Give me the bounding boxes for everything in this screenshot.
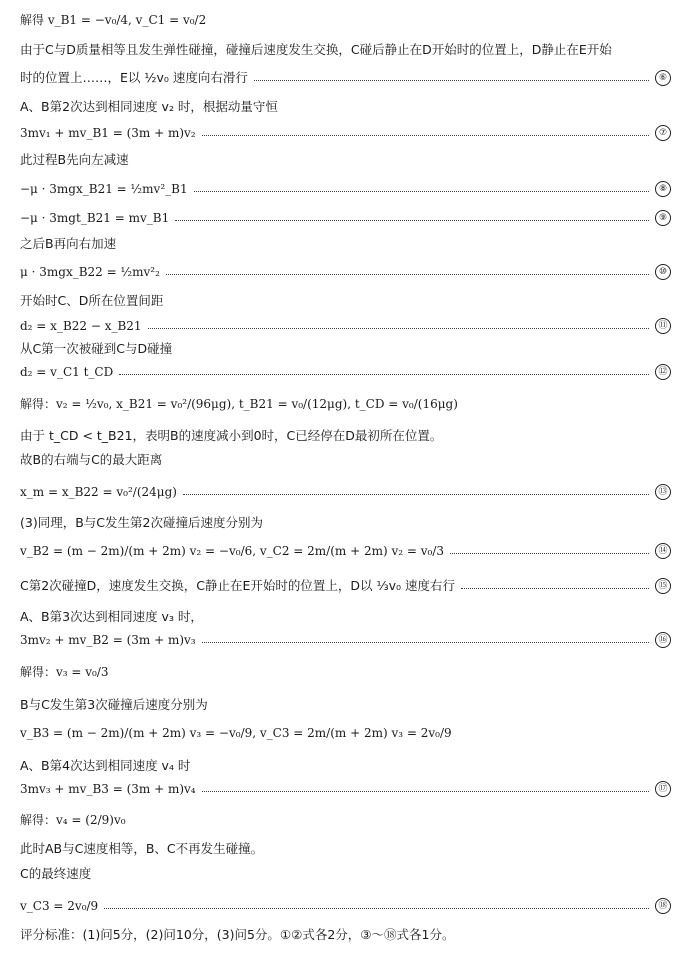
- equation-number: ⑭: [655, 543, 671, 559]
- solution-line: [20, 515, 671, 531]
- line-text: v_B2 = (m − 2m)/(m + 2m) v₂ = −v₀/6, v_C2 = 2m/(m + 2m) v₂ = v₀/3: [20, 544, 445, 558]
- line-text: d₂ = v_C1 t_CD: [20, 365, 114, 379]
- equation-number: ⑬: [655, 484, 671, 500]
- line-text: C第2次碰撞D，速度发生交换，C静止在E开始时的位置上，D以 ⅓v₀ 速度右行: [20, 578, 456, 593]
- equation-number: ⑯: [655, 632, 671, 648]
- dot-leader: [175, 220, 649, 221]
- solution-line: [20, 42, 671, 58]
- equation-number: ⑨: [655, 210, 671, 226]
- line-text: 时的位置上……，E以 ½v₀ 速度向右滑行: [20, 70, 248, 85]
- line-text: v_B3 = (m − 2m)/(m + 2m) v₃ = −v₀/9, v_C3 = 2m/(m + 2m) v₃ = 2v₀/9: [20, 726, 452, 740]
- solution-line: [20, 396, 671, 412]
- equation-number: ⑩: [655, 264, 671, 280]
- line-text: C的最终速度: [20, 866, 92, 881]
- equation-number: ⑪: [655, 318, 671, 334]
- solution-line: [20, 293, 671, 309]
- dot-leader: [194, 191, 649, 192]
- line-text: 3mv₃ + mv_B3 = (3m + m)v₄: [20, 782, 196, 796]
- solution-line: [20, 578, 671, 594]
- solution-line: [20, 632, 671, 648]
- line-text: 开始时C、D所在位置间距: [20, 293, 164, 308]
- dot-leader: [104, 908, 649, 909]
- line-text: 之后B再向右加速: [20, 236, 117, 251]
- equation-number: ⑦: [655, 125, 671, 141]
- line-text: 解得：v₄ = (2/9)v₀: [20, 813, 126, 827]
- solution-line: [20, 210, 671, 226]
- solution-line: [20, 841, 671, 857]
- equation-number: ⑧: [655, 181, 671, 197]
- line-text: x_m = x_B22 = v₀²/(24μg): [20, 485, 177, 499]
- equation-number: ⑱: [655, 898, 671, 914]
- line-text: 3mv₁ + mv_B1 = (3m + m)v₂: [20, 126, 196, 140]
- dot-leader: [148, 328, 649, 329]
- solution-line: [20, 725, 671, 741]
- line-text: 故B的右端与C的最大距离: [20, 452, 163, 467]
- line-text: 由于C与D质量相等且发生弹性碰撞，碰撞后速度发生交换，C碰后静止在D开始时的位置上，D静止在E开始: [20, 42, 612, 57]
- solution-line: [20, 697, 671, 713]
- solution-line: [20, 12, 671, 28]
- solution-line: [20, 781, 671, 797]
- line-text: 此时AB与C速度相等，B、C不再发生碰撞。: [20, 841, 264, 856]
- solution-line: [20, 152, 671, 168]
- solution-line: [20, 898, 671, 914]
- line-text: 从C第一次被碰到C与D碰撞: [20, 341, 173, 356]
- dot-leader: [202, 791, 649, 792]
- equation-number: ⑥: [655, 70, 671, 86]
- dot-leader: [254, 80, 649, 81]
- line-text: B与C发生第3次碰撞后速度分别为: [20, 697, 208, 712]
- line-text: d₂ = x_B22 − x_B21: [20, 319, 142, 333]
- dot-leader: [183, 494, 649, 495]
- dot-leader: [202, 135, 649, 136]
- solution-line: [20, 609, 671, 625]
- dot-leader: [450, 553, 649, 554]
- solution-line: [20, 181, 671, 197]
- solution-line: [20, 927, 671, 943]
- solution-line: [20, 428, 671, 444]
- dot-leader: [119, 374, 649, 375]
- solution-line: [20, 125, 671, 141]
- line-text: (3)同理，B与C发生第2次碰撞后速度分别为: [20, 515, 263, 530]
- line-text: −μ · 3mgt_B21 = mv_B1: [20, 211, 170, 225]
- line-text: A、B第2次达到相同速度 v₂ 时，根据动量守恒: [20, 99, 278, 114]
- solution-line: [20, 758, 671, 774]
- dot-leader: [461, 588, 649, 589]
- solution-line: [20, 318, 671, 334]
- solution-line: [20, 364, 671, 380]
- solution-line: [20, 341, 671, 357]
- line-text: v_C3 = 2v₀/9: [20, 899, 99, 913]
- solution-line: [20, 264, 671, 280]
- solution-line: [20, 99, 671, 115]
- line-text: 此过程B先向左减速: [20, 152, 129, 167]
- solution-line: [20, 664, 671, 680]
- dot-leader: [166, 274, 649, 275]
- line-text: μ · 3mgx_B22 = ½mv²₂: [20, 265, 160, 279]
- line-text: A、B第3次达到相同速度 v₃ 时，: [20, 609, 203, 624]
- line-text: 解得：v₂ = ½v₀, x_B21 = v₀²/(96μg), t_B21 = v₀/(12μg), t_CD = v₀/(16μg): [20, 397, 458, 411]
- solution-line: [20, 452, 671, 468]
- solution-line: [20, 484, 671, 500]
- line-text: 3mv₂ + mv_B2 = (3m + m)v₃: [20, 633, 196, 647]
- solution-line: [20, 812, 671, 828]
- line-text: 解得 v_B1 = −v₀/4, v_C1 = v₀/2: [20, 13, 207, 27]
- solution-line: [20, 866, 671, 882]
- solution-line: [20, 70, 671, 86]
- solution-line: [20, 543, 671, 559]
- line-text: 评分标准：(1)问5分，(2)问10分，(3)问5分。①②式各2分，③～⑱式各1分。: [20, 927, 455, 942]
- line-text: 由于 t_CD < t_B21，表明B的速度减小到0时，C已经停在D最初所在位置。: [20, 428, 443, 443]
- equation-number: ⑫: [655, 364, 671, 380]
- solution-line: [20, 236, 671, 252]
- line-text: −μ · 3mgx_B21 = ½mv²_B1: [20, 182, 188, 196]
- line-text: 解得：v₃ = v₀/3: [20, 665, 109, 679]
- line-text: A、B第4次达到相同速度 v₄ 时: [20, 758, 191, 773]
- equation-number: ⑮: [655, 578, 671, 594]
- equation-number: ⑰: [655, 781, 671, 797]
- dot-leader: [202, 642, 649, 643]
